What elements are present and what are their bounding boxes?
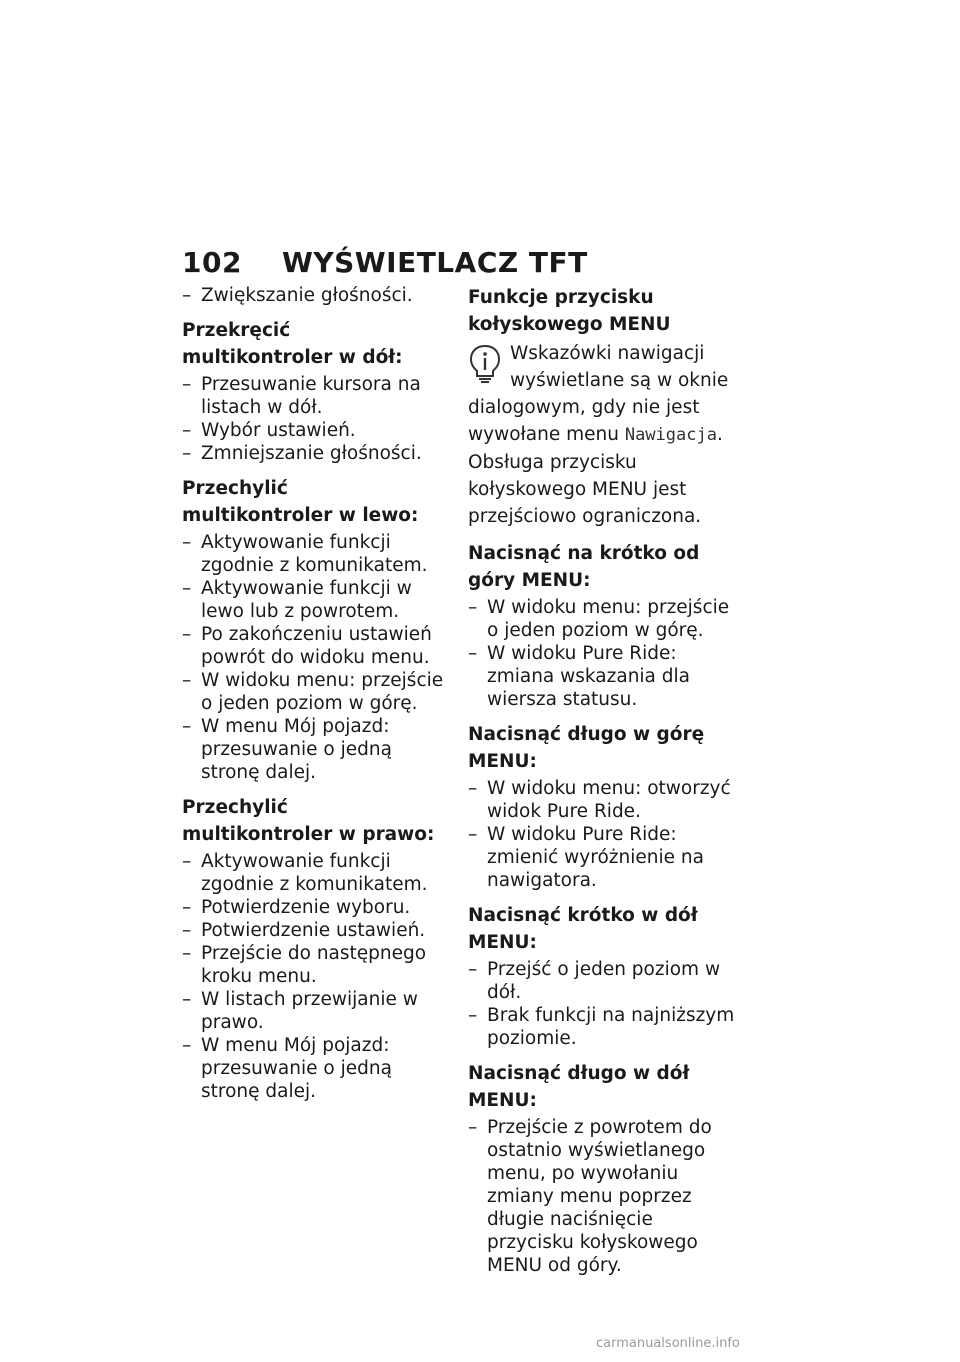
section-heading: Przekręcić multikontroler w dół: — [182, 320, 403, 368]
list-item: – Zmniejszanie głośności. — [182, 443, 422, 464]
section-heading: Nacisnąć długo w dół MENU: — [468, 1063, 690, 1111]
list-item: – W widoku menu: przejście o jeden poziom w górę. — [182, 670, 444, 714]
note-text: Wskazówki nawigacji wyświetlane są w oknie dialogowym, gdy nie jest wywołane menu — [468, 343, 729, 445]
watermark: carmanualsonline.info — [596, 1336, 740, 1351]
page-header — [182, 246, 588, 279]
list-item: – Wybór ustawień. — [182, 420, 356, 441]
right-column — [468, 284, 743, 1277]
section-heading: Nacisnąć długo w górę MENU: — [468, 724, 705, 772]
list-item: – W widoku Pure Ride: zmienić wyróżnienie na nawigatora. — [468, 824, 704, 891]
section-heading: Nacisnąć na krótko od góry MENU: — [468, 543, 700, 591]
section-heading: Przechylić multikontroler w prawo: — [182, 797, 435, 845]
note-text-end: . Obsługa przycisku kołyskowego MENU jest przejściowo ograniczona. — [468, 424, 723, 527]
list-item: – Aktywowanie funkcji zgodnie z komunikatem. — [182, 851, 428, 895]
list-item: – Po zakończeniu ustawień powrót do widoku menu. — [182, 624, 432, 668]
chapter-title: WYŚWIETLACZ TFT — [281, 246, 588, 279]
list-item: – Przejście z powrotem do ostatnio wyświetlanego menu, po wywołaniu zmiany menu poprzez długie naciśnięcie przycisku kołyskowego MENU od góry. — [468, 1117, 712, 1276]
list-item: – Aktywowanie funkcji zgodnie z komunikatem. — [182, 532, 428, 576]
list-item: – W widoku menu: otworzyć widok Pure Ride. — [468, 778, 731, 822]
list-item: – Aktywowanie funkcji w lewo lub z powrotem. — [182, 578, 412, 622]
list-item: – Potwierdzenie ustawień. — [182, 920, 426, 941]
list-item: – Zwiększanie głośności. — [182, 285, 413, 306]
list-item: – W widoku Pure Ride: zmiana wskazania dla wiersza statusu. — [468, 643, 690, 710]
info-icon — [468, 344, 502, 384]
info-note — [468, 340, 743, 530]
section-title: Funkcje przycisku kołyskowego MENU — [468, 287, 671, 335]
section-heading: Nacisnąć krótko w dół MENU: — [468, 905, 698, 953]
menu-name: Nawigacja — [624, 425, 717, 445]
list-item: – W menu Mój pojazd: przesuwanie o jedną stronę dalej. — [182, 1035, 392, 1102]
list-item: – W listach przewijanie w prawo. — [182, 989, 418, 1033]
page-number: 102 — [182, 246, 242, 279]
list-item: – W menu Mój pojazd: przesuwanie o jedną stronę dalej. — [182, 716, 392, 783]
list-item: – W widoku menu: przejście o jeden poziom w górę. — [468, 597, 730, 641]
left-column — [182, 284, 444, 1103]
list-item: – Potwierdzenie wyboru. — [182, 897, 411, 918]
list-item: – Przesuwanie kursora na listach w dół. — [182, 374, 421, 418]
list-item: – Przejście do następnego kroku menu. — [182, 943, 427, 987]
list-item: – Brak funkcji na najniższym poziomie. — [468, 1005, 735, 1049]
list-item: – Przejść o jeden poziom w dół. — [468, 959, 721, 1003]
section-heading: Przechylić multikontroler w lewo: — [182, 478, 419, 526]
